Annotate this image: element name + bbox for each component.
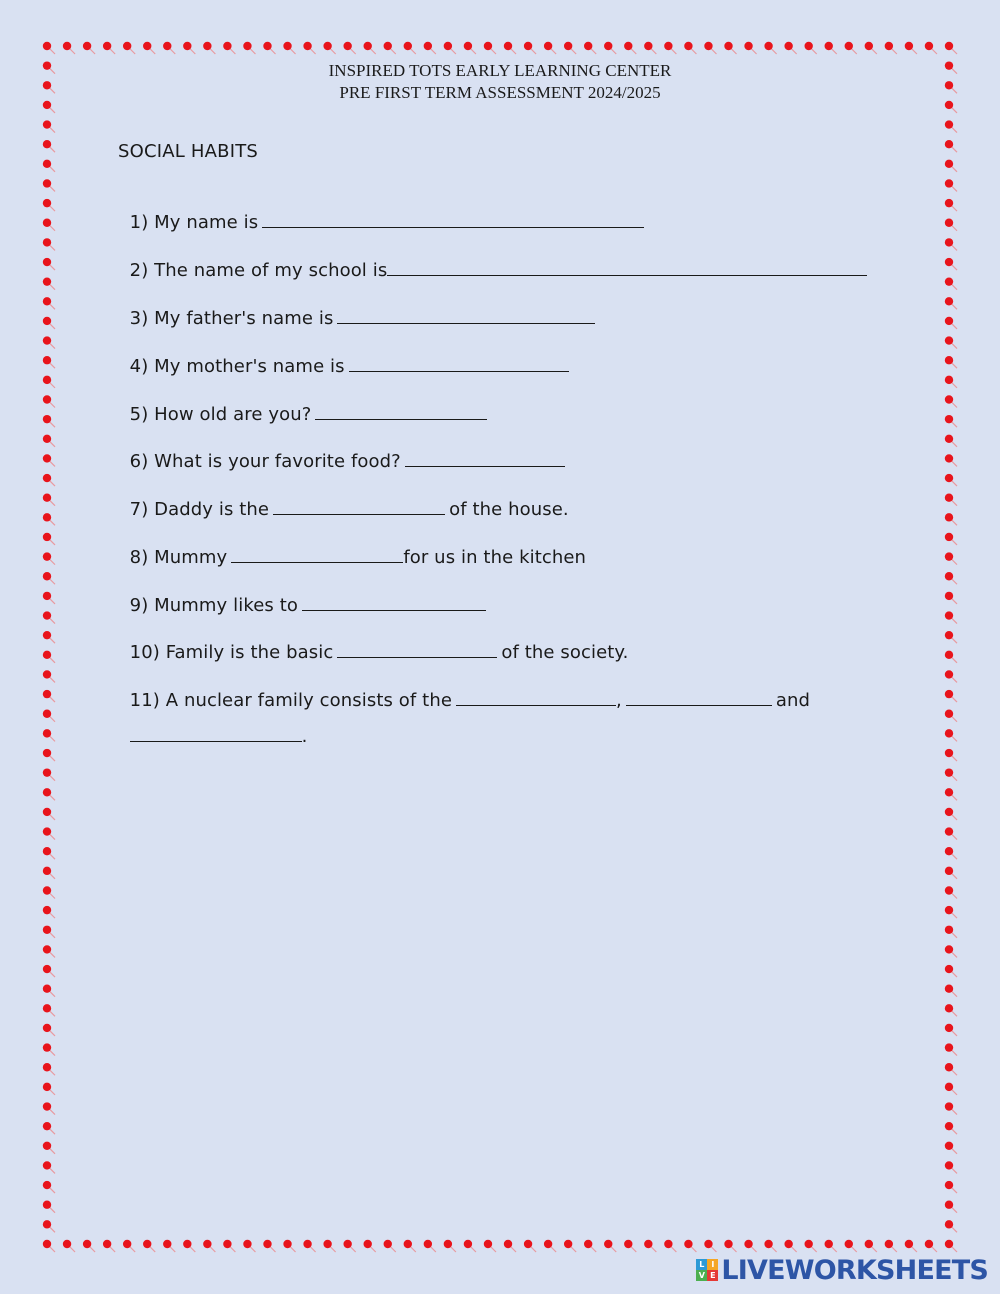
lollipop-dot	[945, 376, 957, 388]
lollipop-dot	[43, 1122, 55, 1134]
lollipop-dot	[364, 42, 376, 54]
question-text-end: of the society.	[501, 642, 629, 663]
lollipop-dot	[945, 160, 957, 172]
lollipop-dot	[865, 42, 877, 54]
lollipop-dot	[945, 199, 957, 211]
lollipop-dot	[524, 1240, 536, 1252]
lollipop-dot	[945, 611, 957, 623]
answer-blank-member-2[interactable]	[626, 687, 772, 706]
question-8	[118, 523, 586, 568]
lollipop-dot	[43, 533, 55, 545]
lollipop-dot	[444, 1240, 456, 1252]
lollipop-dot	[43, 454, 55, 466]
lollipop-dot	[43, 238, 55, 250]
question-7	[118, 475, 569, 520]
question-10	[118, 618, 628, 663]
answer-blank-mummy[interactable]	[231, 544, 403, 563]
logo-letter: E	[707, 1270, 718, 1281]
lollipop-dot	[43, 631, 55, 643]
lollipop-dot	[724, 42, 736, 54]
lollipop-dot	[183, 1240, 195, 1252]
lollipop-dot	[945, 827, 957, 839]
question-text: 4) My mother's name is	[129, 356, 345, 377]
lollipop-dot	[103, 1240, 115, 1252]
lollipop-dot	[764, 42, 776, 54]
lollipop-dot	[243, 1240, 255, 1252]
lollipop-dot	[945, 984, 957, 996]
lollipop-dot	[945, 395, 957, 407]
lollipop-dot	[464, 42, 476, 54]
lollipop-dot	[43, 847, 55, 859]
answer-blank-school[interactable]	[387, 257, 867, 276]
lollipop-dot	[724, 1240, 736, 1252]
answer-blank-family[interactable]	[337, 639, 497, 658]
answer-blank-daddy[interactable]	[273, 496, 445, 515]
lollipop-dot	[384, 42, 396, 54]
question-text: 10) Family is the basic	[129, 642, 334, 663]
separator-comma: ,	[616, 690, 622, 711]
lollipop-dot	[43, 317, 55, 329]
lollipop-dot	[43, 435, 55, 447]
answer-blank-member-3[interactable]	[130, 723, 302, 742]
lollipop-dot	[43, 179, 55, 191]
question-text: 3) My father's name is	[129, 308, 334, 329]
lollipop-dot	[123, 42, 135, 54]
lollipop-dot	[323, 1240, 335, 1252]
lollipop-dot	[664, 42, 676, 54]
lollipop-dot	[704, 1240, 716, 1252]
lollipop-dot	[43, 651, 55, 663]
lollipop-dot	[203, 1240, 215, 1252]
lollipop-dot	[945, 749, 957, 761]
lollipop-dot	[43, 1024, 55, 1036]
lollipop-dot	[945, 670, 957, 682]
lollipop-dot	[43, 199, 55, 211]
lollipop-dot	[584, 42, 596, 54]
lollipop-dot	[424, 42, 436, 54]
lollipop-dot	[564, 1240, 576, 1252]
lollipop-dot	[945, 592, 957, 604]
lollipop-dot	[945, 788, 957, 800]
lollipop-dot	[203, 42, 215, 54]
lollipop-dot	[945, 1220, 957, 1232]
lollipop-dot	[945, 513, 957, 525]
lollipop-dot	[804, 42, 816, 54]
lollipop-dot	[364, 1240, 376, 1252]
lollipop-dot	[704, 42, 716, 54]
lollipop-dot	[945, 710, 957, 722]
lollipop-dot	[444, 42, 456, 54]
lollipop-dot	[223, 42, 235, 54]
lollipop-dot	[624, 1240, 636, 1252]
lollipop-dot	[43, 297, 55, 309]
lollipop-dot	[43, 552, 55, 564]
lollipop-dot	[945, 219, 957, 231]
lollipop-dot	[925, 1240, 937, 1252]
answer-blank-food[interactable]	[405, 448, 565, 467]
lollipop-dot	[945, 886, 957, 898]
lollipop-dot	[945, 926, 957, 938]
question-text: 2) The name of my school is	[129, 260, 388, 281]
question-3	[118, 284, 599, 329]
lollipop-dot	[123, 1240, 135, 1252]
lollipop-dot	[945, 297, 957, 309]
answer-blank-father[interactable]	[337, 305, 595, 324]
lollipop-dot	[43, 1161, 55, 1173]
lollipop-dot	[43, 160, 55, 172]
lollipop-dot	[644, 42, 656, 54]
liveworksheets-logo-icon	[696, 1259, 718, 1281]
lollipop-dot	[43, 611, 55, 623]
lollipop-dot	[43, 1043, 55, 1055]
lollipop-dot	[744, 1240, 756, 1252]
lollipop-dot	[404, 1240, 416, 1252]
lollipop-dot	[504, 1240, 516, 1252]
lollipop-dot	[43, 1102, 55, 1114]
lollipop-dot	[43, 808, 55, 820]
answer-blank-name[interactable]	[262, 209, 644, 228]
lollipop-dot	[303, 42, 315, 54]
lollipop-dot	[43, 1083, 55, 1095]
lollipop-dot	[43, 395, 55, 407]
lollipop-dot	[744, 42, 756, 54]
lollipop-dot	[83, 1240, 95, 1252]
lollipop-dot	[945, 435, 957, 447]
lollipop-dot	[845, 1240, 857, 1252]
lollipop-dot	[43, 572, 55, 584]
lollipop-dot	[43, 690, 55, 702]
lollipop-dot	[544, 42, 556, 54]
lollipop-dot	[945, 1161, 957, 1173]
lollipop-dot	[43, 670, 55, 682]
lollipop-dot	[825, 1240, 837, 1252]
question-2	[118, 236, 871, 281]
lollipop-dot	[945, 317, 957, 329]
lollipop-dot	[584, 1240, 596, 1252]
lollipop-dot	[945, 1102, 957, 1114]
lollipop-dot	[63, 1240, 75, 1252]
lollipop-dot	[43, 140, 55, 152]
lollipop-dot	[945, 847, 957, 859]
lollipop-dot	[804, 1240, 816, 1252]
lollipop-dot	[303, 1240, 315, 1252]
lollipop-dot	[945, 965, 957, 977]
lollipop-dot	[945, 533, 957, 545]
lollipop-dot	[945, 906, 957, 918]
lollipop-dot	[564, 42, 576, 54]
lollipop-dot	[43, 886, 55, 898]
lollipop-dot	[384, 1240, 396, 1252]
lollipop-dot	[784, 1240, 796, 1252]
watermark-text: LIVEWORKSHEETS	[721, 1254, 988, 1286]
lollipop-dot	[945, 120, 957, 132]
lollipop-dot	[484, 42, 496, 54]
lollipop-dot	[945, 1201, 957, 1213]
lollipop-dot	[163, 1240, 175, 1252]
lollipop-dot	[464, 1240, 476, 1252]
lollipop-dot	[263, 1240, 275, 1252]
lollipop-dot	[945, 1004, 957, 1016]
lollipop-dot	[43, 1220, 55, 1232]
answer-blank-age[interactable]	[315, 401, 487, 420]
lollipop-dot	[323, 42, 335, 54]
question-5	[118, 380, 491, 425]
lollipop-dot	[945, 808, 957, 820]
lollipop-dot	[43, 592, 55, 604]
answer-blank-member-1[interactable]	[456, 687, 616, 706]
question-text-end: of the house.	[449, 499, 569, 520]
lollipop-dot	[143, 42, 155, 54]
lollipop-dot	[604, 42, 616, 54]
lollipop-dot	[504, 42, 516, 54]
school-name: INSPIRED TOTS EARLY LEARNING CENTER	[328, 61, 672, 80]
lollipop-dot	[945, 945, 957, 957]
lollipop-dot	[825, 42, 837, 54]
lollipop-dot	[43, 1063, 55, 1075]
lollipop-dot	[263, 42, 275, 54]
lollipop-dot	[43, 788, 55, 800]
lollipop-dot	[43, 1181, 55, 1193]
period: .	[301, 726, 308, 747]
liveworksheets-watermark	[696, 1256, 988, 1284]
lollipop-dot	[945, 474, 957, 486]
lollipop-dot	[43, 906, 55, 918]
question-9	[118, 571, 490, 616]
lollipop-dot	[43, 219, 55, 231]
lollipop-dot	[885, 1240, 897, 1252]
lollipop-dot	[223, 1240, 235, 1252]
lollipop-dot	[43, 1004, 55, 1016]
lollipop-dot	[945, 1240, 957, 1252]
answer-blank-likes[interactable]	[302, 592, 486, 611]
lollipop-dot	[43, 277, 55, 289]
lollipop-dot	[905, 1240, 917, 1252]
lollipop-dot	[43, 984, 55, 996]
lollipop-dot	[404, 42, 416, 54]
lollipop-dot	[945, 415, 957, 427]
lollipop-dot	[925, 42, 937, 54]
lollipop-dot	[43, 415, 55, 427]
lollipop-dot	[43, 513, 55, 525]
lollipop-dot	[83, 42, 95, 54]
lollipop-dot	[945, 768, 957, 780]
logo-letter: V	[696, 1270, 707, 1281]
lollipop-dot	[764, 1240, 776, 1252]
lollipop-dot	[945, 1083, 957, 1095]
question-4	[118, 332, 573, 377]
lollipop-dot	[945, 572, 957, 584]
lollipop-dot	[945, 690, 957, 702]
question-11-continued	[118, 702, 307, 747]
lollipop-dot	[945, 552, 957, 564]
lollipop-dot	[63, 42, 75, 54]
lollipop-dot	[43, 710, 55, 722]
lollipop-dot	[43, 120, 55, 132]
lollipop-dot	[945, 1122, 957, 1134]
lollipop-dot	[343, 1240, 355, 1252]
lollipop-dot	[945, 1181, 957, 1193]
lollipop-dot	[865, 1240, 877, 1252]
lollipop-dot	[43, 336, 55, 348]
lollipop-dot	[945, 1043, 957, 1055]
lollipop-dot	[945, 494, 957, 506]
lollipop-dot	[845, 42, 857, 54]
lollipop-dot	[945, 1142, 957, 1154]
lollipop-dot	[183, 42, 195, 54]
question-text: 11) A nuclear family consists of the	[129, 690, 453, 711]
answer-blank-mother[interactable]	[349, 353, 569, 372]
lollipop-dot	[945, 1063, 957, 1075]
lollipop-dot	[143, 1240, 155, 1252]
lollipop-dot	[103, 42, 115, 54]
conjunction-and: and	[775, 690, 811, 711]
question-text: 1) My name is	[129, 212, 259, 233]
lollipop-dot	[945, 729, 957, 741]
lollipop-dot	[945, 277, 957, 289]
lollipop-dot	[43, 1240, 55, 1252]
lollipop-dot	[524, 42, 536, 54]
lollipop-dot	[484, 1240, 496, 1252]
lollipop-dot	[343, 42, 355, 54]
lollipop-dot	[784, 42, 796, 54]
lollipop-dot	[43, 42, 55, 54]
lollipop-dot	[43, 768, 55, 780]
lollipop-dot	[43, 729, 55, 741]
lollipop-dot	[43, 376, 55, 388]
lollipop-dot	[945, 356, 957, 368]
lollipop-dot	[945, 1024, 957, 1036]
lollipop-dot	[945, 454, 957, 466]
question-text: 5) How old are you?	[129, 404, 312, 425]
logo-letter: L	[696, 1259, 707, 1270]
lollipop-dot	[945, 867, 957, 879]
question-text: 7) Daddy is the	[129, 499, 270, 520]
question-text: 8) Mummy	[129, 547, 228, 568]
lollipop-dot	[43, 474, 55, 486]
lollipop-dot	[664, 1240, 676, 1252]
lollipop-dot	[945, 140, 957, 152]
lollipop-dot	[283, 1240, 295, 1252]
lollipop-dot	[885, 42, 897, 54]
lollipop-dot	[945, 631, 957, 643]
question-text-end: for us in the kitchen	[403, 547, 587, 568]
logo-letter: I	[707, 1259, 718, 1270]
lollipop-dot	[644, 1240, 656, 1252]
lollipop-dot	[43, 749, 55, 761]
section-title: SOCIAL HABITS	[118, 141, 259, 162]
lollipop-dot	[283, 42, 295, 54]
lollipop-dot	[945, 42, 957, 54]
lollipop-dot	[424, 1240, 436, 1252]
lollipop-dot	[43, 258, 55, 270]
lollipop-dot	[43, 945, 55, 957]
lollipop-dot	[544, 1240, 556, 1252]
lollipop-dot	[243, 42, 255, 54]
lollipop-dot	[43, 494, 55, 506]
assessment-title: PRE FIRST TERM ASSESSMENT 2024/2025	[339, 83, 661, 102]
lollipop-dot	[43, 1142, 55, 1154]
question-text: 9) Mummy likes to	[129, 595, 298, 616]
lollipop-dot	[624, 42, 636, 54]
question-text: 6) What is your favorite food?	[129, 451, 401, 472]
question-1	[118, 188, 648, 233]
question-6	[118, 427, 569, 472]
lollipop-dot	[43, 1201, 55, 1213]
lollipop-dot	[945, 238, 957, 250]
lollipop-dot	[945, 179, 957, 191]
lollipop-dot	[163, 42, 175, 54]
lollipop-dot	[43, 867, 55, 879]
lollipop-dot	[43, 965, 55, 977]
lollipop-dot	[43, 356, 55, 368]
lollipop-dot	[945, 336, 957, 348]
lollipop-dot	[684, 1240, 696, 1252]
lollipop-dot	[905, 42, 917, 54]
lollipop-dot	[684, 42, 696, 54]
lollipop-dot	[43, 827, 55, 839]
lollipop-dot	[945, 258, 957, 270]
lollipop-dot	[43, 926, 55, 938]
lollipop-dot	[604, 1240, 616, 1252]
lollipop-dot	[945, 651, 957, 663]
